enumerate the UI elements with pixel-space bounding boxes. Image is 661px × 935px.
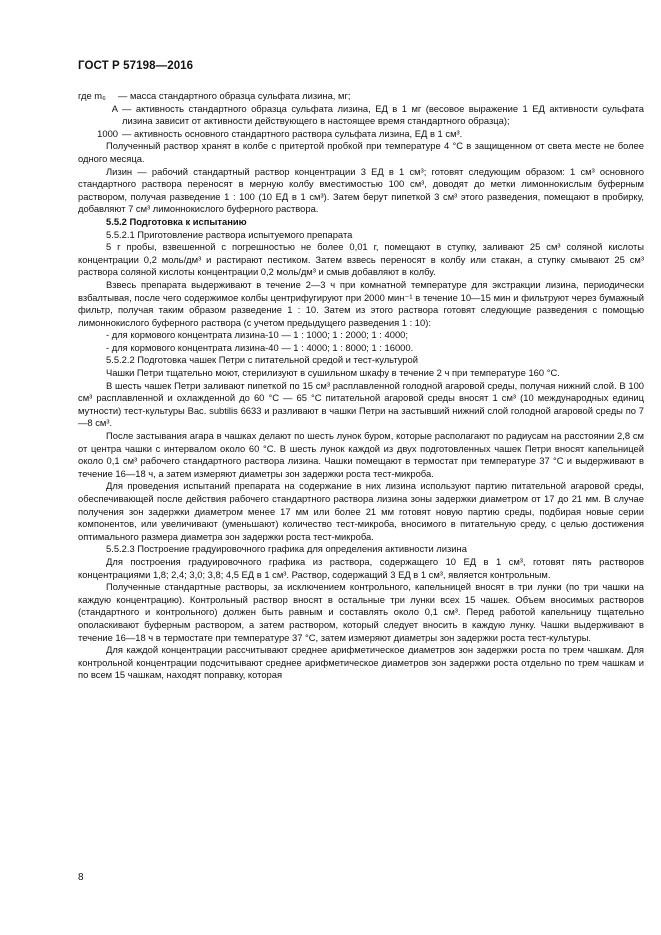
section-heading: 5.5.2 Подготовка к испытанию [106, 215, 247, 227]
definition-text: — активность основного стандартного раствора сульфата лизина, ЕД в 1 см³. [122, 127, 463, 139]
paragraph: Для каждой концентрации рассчитывают среднее арифметическое диаметров зон задержки роста по трем чашкам. Для контрольной концентрации подсчитывают среднее арифметическое диаметров зон задержки роста отдельно по трем чашкам и по всем 15 чашкам, находят поправку, которая [78, 644, 644, 681]
paragraph: 5.5.2.2 Подготовка чашек Петри с питательной средой и тест-культурой [106, 354, 418, 366]
paragraph: После застывания агара в чашках делают по шесть лунок буром, которые располагают по радиусам на расстоянии 2,8 см от центра чашки с интервалом около 60 °C. В шесть лунок каждой из двух подготовленных чашек Петри вносят капельницей около 0,1 см³ рабочего стандартного раствора лизина. Чашки помещают в термостат при температуре 37 °C и выдерживают в течение 16—18 ч, а затем измеряют диаметры зон задержки роста тест-микроба. [78, 430, 644, 479]
paragraph: Для построения градуировочного графика из раствора, содержащего 10 ЕД в 1 см³, готовят пять растворов концентрациями 1,8; 2,4; 3,0; 3,8; 4,5 ЕД в 1 см³. Раствор, содержащий 3 ЕД в 1 см³, является контрольным. [78, 555, 644, 580]
definition-row [78, 103, 644, 128]
paragraph: В шесть чашек Петри заливают пипеткой по 15 см³ расплавленной голодной агаровой среды, получая нижний слой. В 100 см³ расплавленной и охлажденной до 60 °C — 65 °C питательной агаровой среды вносят 1 см³ (10 международных единиц мутности) тест-культуры Bac. subtilis 6633 и разливают в чашки Петри на застывший нижний слой голодной агаровой среды по 7—8 см³. [78, 379, 644, 429]
paragraph: 5.5.2.3 Построение градуировочного графика для определения активности лизина [106, 543, 467, 555]
paragraph: Взвесь препарата выдерживают в течение 2—3 ч при комнатной температуре для экстракции лизина, периодически взбалтывая, после чего содержимое колбы центрифугируют при 2000 мин⁻¹ в течение 10—15 мин и фильтруют через бумажный фильтр, получая таким образом разведение 1 : 10. Затем из этого раствора готовят следующие разведения с помощью лимоннокислого буферного раствора (с учетом предыдущего разведения 1 : 10): [78, 278, 644, 328]
paragraph: 5.5.2.1 Приготовление раствора испытуемого препарата [106, 228, 353, 240]
document-body [78, 90, 644, 682]
standard-header: ГОСТ Р 57198—2016 [78, 60, 194, 72]
paragraph: Для проведения испытаний препарата на содержание в них лизина используют партию питательной агаровой среды, обеспечивающей после действия рабочего стандартного раствора лизина зоны задержки диаметром от 17 до 21 мм. В случае получения зон задержки диаметром менее 17 мм или более 21 мм готовят новую партию среды, подбирая новые серии компонентов, или увеличивают (уменьшают) количество тест-микроба, вносимого в питательную среду, с целью достижения оптимального размера диаметра зон задержки роста тест-микроба. [78, 480, 644, 542]
paragraph: Лизин — рабочий стандартный раствор концентрации 3 ЕД в 1 см³; готовят следующим образом: 1 см³ основного стандартного раствора переносят в мерную колбу вместимостью 100 см³, доводят до метки лимоннокислым буферным раствором, получая разведение 1 : 100 (10 ЕД в 1 см³). Затем берут пипеткой 3 см³ этого разведения, помещают в пробирку, добавляют 7 см³ лимоннокислого буферного раствора. [78, 165, 644, 215]
definition-row [78, 128, 644, 141]
definition-symbol: где m₆ [78, 90, 106, 101]
definition-text: — масса стандартного образца сульфата лизина, мг; [118, 90, 351, 101]
definition-symbol: 1000 [97, 127, 118, 139]
list-item: - для кормового концентрата лизина-40 — 1 : 4000; 1 : 8000; 1 : 16000. [106, 341, 414, 353]
page-number: 8 [78, 872, 84, 883]
definition-row [78, 90, 644, 103]
list-item: - для кормового концентрата лизина-10 — 1 : 1000; 1 : 2000; 1 : 4000; [106, 329, 408, 341]
paragraph: 5 г пробы, взвешенной с погрешностью не более 0,01 г, помещают в ступку, заливают 25 см³ соляной кислоты концентрации 0,2 моль/дм³ и растирают пестиком. Затем взвесь переносят в колбу или стакан, а ступку смывают 25 см³ раствора соляной кислоты концентрации 0,2 моль/дм³ и смыв добавляют в колбу. [78, 241, 644, 278]
definition-text: — активность стандартного образца сульфата лизина, ЕД в 1 мг (весовое выражение 1 ЕД активности сульфата лизина зависит от активности действующего в настоящее время стандартного образца); [122, 102, 644, 127]
definition-symbol: A [111, 102, 118, 114]
paragraph: Полученный раствор хранят в колбе с притертой пробкой при температуре 4 °C в защищенном от света месте не более одного месяца. [78, 140, 644, 164]
paragraph: Полученные стандартные растворы, за исключением контрольного, капельницей вносят в три лунки (по три чашки на каждую концентрацию). Контрольный раствор вносят в остальные три лунки всех 15 чашек. Объем вносимых растворов (стандартного и контрольного) должен быть равным и составлять около 0,1 см³. Перед работой капельницу тщательно ополаскивают буферным раствором, а затем раствором, который следует вносить в каждую лунку. Чашки выдерживают в течение 16—18 ч в термостате при температуре 37 °C, затем измеряют диаметры зон задержки роста тест-культуры. [78, 581, 644, 643]
paragraph: Чашки Петри тщательно моют, стерилизуют в сушильном шкафу в течение 2 ч при температуре 160 °C. [106, 367, 560, 379]
